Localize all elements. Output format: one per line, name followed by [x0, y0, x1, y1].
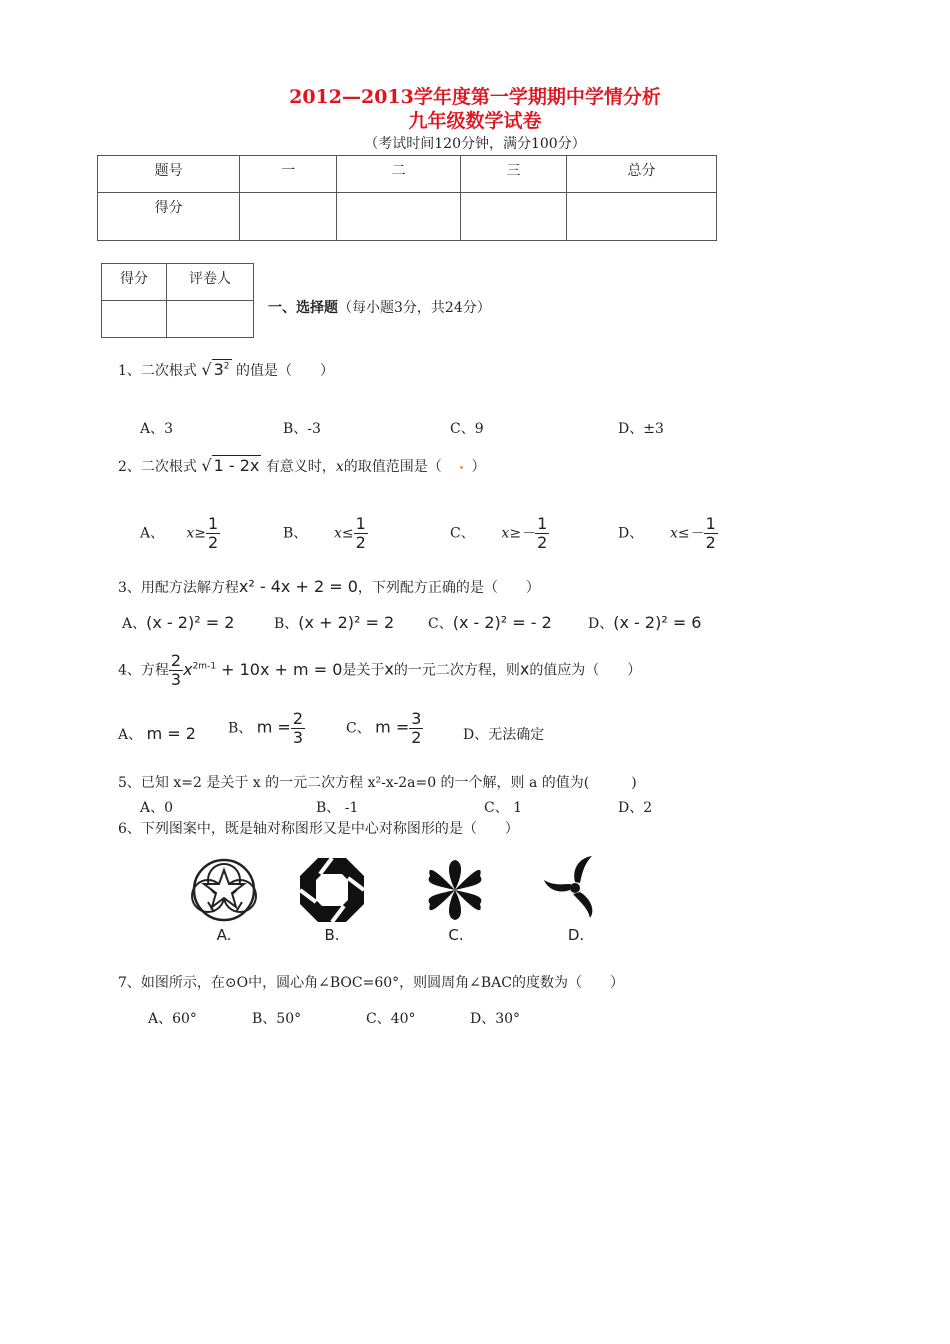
q3-option-d-text: (x - 2)² = 6	[613, 613, 702, 632]
q1-option-c[interactable]: C、9	[450, 421, 484, 437]
q1-option-a[interactable]: A、3	[140, 421, 174, 437]
q4-rest: + 10x + m = 0	[216, 659, 343, 679]
q2-b-num: 1	[355, 514, 366, 533]
q4-equation	[183, 660, 342, 679]
question-6: 6、下列图案中，既是轴对称图形又是中心对称图形的是（ ）	[118, 821, 519, 837]
q2-option-d-rel: x≤－	[669, 525, 704, 542]
q2-option-b-label: B、	[283, 525, 308, 542]
q4-option-b-pre: m =	[256, 717, 291, 737]
score-header-3: 三	[460, 156, 566, 193]
score-row-label: 得分	[98, 193, 240, 241]
q4-var2: x	[519, 659, 530, 679]
q3-option-b[interactable]	[274, 613, 394, 633]
figure-c-knot-icon[interactable]	[420, 856, 490, 924]
q4-mid: 是关于	[342, 662, 385, 679]
q4-option-b-frac	[291, 710, 305, 747]
q2-option-d-frac	[704, 515, 718, 552]
q2-b-den: 2	[355, 533, 366, 552]
figure-b-label: B.	[324, 926, 340, 944]
q2-suffix-b: 的取值范围是（	[343, 459, 442, 475]
score-cell-total[interactable]	[566, 193, 716, 241]
q4-option-c-pre: m =	[375, 717, 410, 737]
score-cell-1[interactable]	[240, 193, 337, 241]
score-cell-3[interactable]	[460, 193, 566, 241]
grader-table	[101, 263, 254, 338]
q4-b-num: 2	[292, 709, 304, 728]
q4-prefix: 4、方程	[118, 662, 169, 679]
q3-option-b-text: (x + 2)² = 2	[298, 613, 395, 632]
q5-option-b[interactable]: B、 -1	[316, 800, 359, 816]
question-7: 7、如图所示，在⊙O中，圆心角∠BOC=60°，则圆周角∠BAC的度数为（ ）	[118, 975, 624, 991]
figure-c-label: C.	[448, 926, 464, 944]
q2-suffix-c: ）	[471, 459, 486, 475]
score-header-2: 二	[337, 156, 461, 193]
q4-option-a-text: m = 2	[146, 724, 196, 743]
figure-d-swirl-icon[interactable]	[542, 852, 608, 920]
grader-person-cell[interactable]	[166, 301, 253, 338]
q4-b-den: 3	[292, 728, 304, 747]
grader-person-label: 评卷人	[166, 264, 253, 301]
score-table	[97, 155, 717, 241]
q2-c-num: 1	[537, 514, 548, 533]
q4-option-c-frac	[409, 710, 423, 747]
q1-option-b[interactable]: B、-3	[283, 421, 321, 437]
q2-a-num: 1	[208, 514, 219, 533]
q4-c-den: 2	[411, 728, 422, 747]
q7-option-c[interactable]: C、40°	[366, 1011, 416, 1027]
q2-radical: √ 1 - 2x	[201, 456, 260, 475]
q1-prefix: 1、二次根式	[118, 363, 197, 379]
question-4	[118, 652, 641, 689]
q3-option-a[interactable]	[122, 613, 234, 633]
subtitle: （考试时间120分钟，满分100分）	[364, 136, 586, 152]
q2-option-d-label: D、	[618, 525, 644, 542]
q4-mid2: 的一元二次方程，则	[393, 662, 520, 679]
q4-option-d[interactable]: D、无法确定	[463, 727, 545, 743]
score-header-number: 题号	[98, 156, 240, 193]
q3-option-c[interactable]	[428, 613, 552, 633]
q2-option-c[interactable]	[450, 515, 549, 552]
grader-score-label: 得分	[102, 264, 167, 301]
score-header-total: 总分	[566, 156, 716, 193]
score-cell-2[interactable]	[337, 193, 461, 241]
score-header-1: 一	[240, 156, 337, 193]
figure-a-star-circles-icon[interactable]	[188, 856, 260, 924]
q4-option-b[interactable]	[228, 710, 305, 747]
q2-option-b-rel: x≤	[334, 525, 354, 542]
section-1-note: （每小题3分，共24分）	[338, 300, 491, 316]
figure-a-label: A.	[216, 926, 232, 944]
section-1-heading	[268, 297, 491, 317]
q2-var: x	[335, 459, 344, 475]
q3-option-d-label: D、	[588, 616, 614, 632]
question-1	[118, 360, 334, 380]
q5-option-d[interactable]: D、2	[618, 800, 653, 816]
title-line-1: 2012—2013学年度第一学期期中学情分析	[289, 86, 661, 108]
q2-option-c-rel: x≥－	[501, 525, 536, 542]
q3-option-d[interactable]	[588, 613, 701, 633]
q4-frac	[169, 652, 183, 689]
q4-num: 2	[170, 651, 182, 670]
q2-radicand: 1 - 2x	[213, 456, 260, 475]
q3-option-b-label: B、	[274, 616, 299, 632]
q4-suffix: 的值应为（ ）	[529, 662, 642, 679]
q2-c-den: 2	[537, 533, 548, 552]
q3-prefix: 3、用配方法解方程	[118, 580, 239, 596]
q4-term: x	[183, 659, 193, 679]
q2-option-c-frac	[535, 515, 549, 552]
section-1-title: 一、选择题	[268, 300, 338, 316]
figure-d-label: D.	[567, 926, 585, 944]
q2-mark-dot	[460, 466, 463, 469]
q7-option-a[interactable]: A、60°	[148, 1011, 197, 1027]
figure-b-octagon-icon[interactable]	[298, 856, 366, 924]
q4-option-c[interactable]	[346, 710, 423, 747]
q1-option-d[interactable]: D、±3	[618, 421, 664, 437]
title-line-2: 九年级数学试卷	[408, 110, 542, 132]
q4-var: x	[384, 659, 394, 679]
q2-a-den: 2	[208, 533, 219, 552]
q4-den: 3	[170, 670, 182, 689]
q5-option-a[interactable]: A、0	[140, 800, 174, 816]
q1-exponent: 2	[223, 361, 230, 372]
q3-option-c-text: (x - 2)² = - 2	[452, 613, 552, 632]
question-3	[118, 577, 540, 597]
question-5: 5、已知 x=2 是关于 x 的一元二次方程 x²-x-2a=0 的一个解，则 a 的值为( )	[118, 775, 637, 791]
q4-option-a[interactable]	[118, 724, 196, 744]
q3-suffix: ，下列配方正确的是（ ）	[357, 580, 540, 596]
q2-option-b[interactable]	[283, 515, 368, 552]
q7-option-b[interactable]: B、50°	[252, 1011, 302, 1027]
q2-option-d[interactable]	[618, 515, 718, 552]
q2-option-a-label: A、	[140, 525, 165, 542]
q3-option-a-text: (x - 2)² = 2	[146, 613, 235, 632]
q4-exponent: 2m-1	[192, 661, 217, 672]
q2-option-b-frac	[354, 515, 368, 552]
question-2	[118, 456, 485, 476]
q5-option-c[interactable]: C、 1	[484, 800, 523, 816]
q1-radicand: 3	[213, 360, 224, 379]
q2-d-num: 1	[705, 514, 716, 533]
q2-prefix: 2、二次根式	[118, 459, 197, 475]
q4-option-a-label: A、	[118, 727, 143, 743]
q2-d-den: 2	[705, 533, 716, 552]
q4-option-b-label: B、	[228, 720, 253, 737]
q2-option-a[interactable]	[140, 515, 220, 552]
q7-option-d[interactable]: D、30°	[470, 1011, 521, 1027]
q2-suffix-a: 有意义时，	[265, 459, 336, 475]
q2-option-c-label: C、	[450, 525, 475, 542]
q1-suffix: 的值是（ ）	[235, 363, 334, 379]
grader-score-cell[interactable]	[102, 301, 167, 338]
q2-option-a-rel: x≥	[186, 525, 207, 542]
q1-radical: √ $3^2$	[201, 360, 230, 379]
q3-option-a-label: A、	[122, 616, 147, 632]
q4-option-c-label: C、	[346, 720, 371, 737]
q4-c-num: 3	[411, 709, 422, 728]
q3-option-c-label: C、	[428, 616, 453, 632]
q3-equation: x² - 4x + 2 = 0	[238, 577, 358, 596]
q2-option-a-frac	[206, 515, 220, 552]
